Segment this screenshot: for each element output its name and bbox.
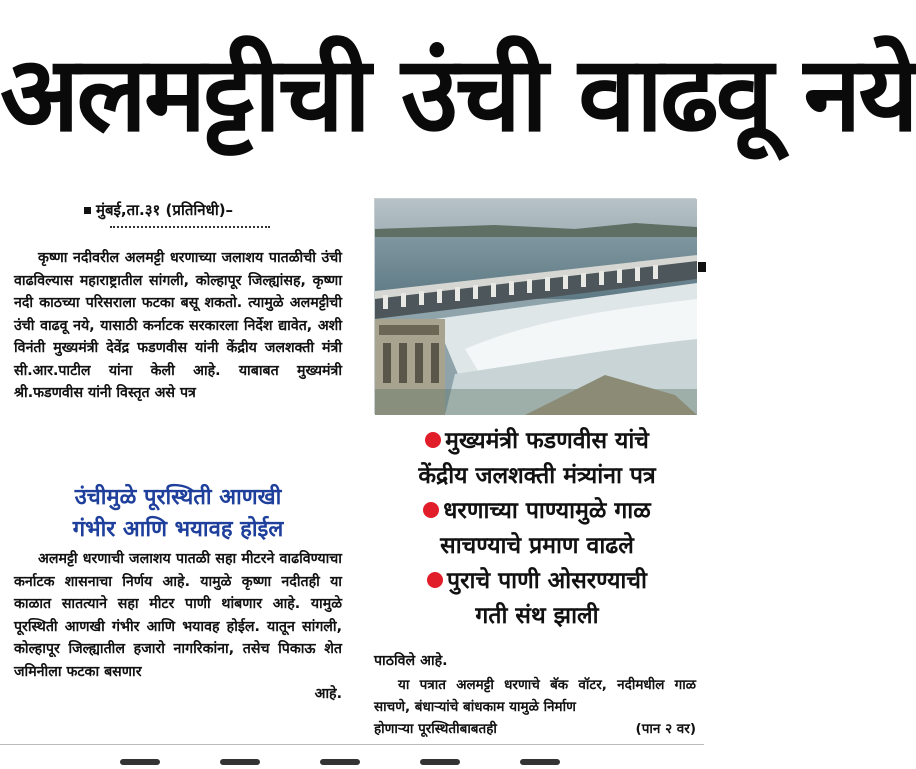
article-paragraph-2: [14, 548, 342, 706]
article-paragraph-2-end: आहे.: [314, 686, 342, 702]
article-paragraph-3-start: पाठविले आहे.: [374, 653, 448, 669]
article-paragraph-1: कृष्णा नदीवरील अलमट्टी धरणाच्या जलाशय पातळीची उंची वाढविल्यास महाराष्ट्रातील सांगली, कोल्हापूर जिल्ह्यांसह, कृष्णा नदी काठच्या परिसराला फटका बसू शकतो. त्यामुळे अलमट्टीची उंची वाढवू नये, यासाठी कर्नाटक सरकारला निर्देश द्यावेत, अशी विनंती मुख्यमंत्री देवेंद्र फडणवीस यांनी केंद्रीय जलशक्ती मंत्री सी.आर.पाटील यांना केली आहे. याबाबत मुख्यमंत्री श्री.फडणवीस यांनी विस्तृत असे पत्र: [14, 250, 342, 401]
square-bullet-icon: [84, 207, 91, 214]
highlight-item: मुख्यमंत्री फडणवीस यांचे केंद्रीय जलशक्ती मंत्र्यांना पत्र: [418, 428, 656, 489]
highlights-list: [374, 424, 700, 634]
dam-photo-illustration: [375, 199, 697, 415]
subheading-line-1: उंचीमुळे पूरस्थिती आणखी: [74, 485, 282, 510]
article-paragraph-2-text: अलमट्टी धरणाची जलाशय पातळी सहा मीटरने वाढविण्याचा कर्नाटक शासनाचा निर्णय आहे. यामुळे कृष्णा नदीतही या काळात सातत्याने सहा मीटर पाणी थांबणार आहे. यामुळे पूरस्थिती आणखी गंभीर आणि भयावह होईल. यातून सांगली, कोल्हापूर जिल्ह्यातील हजारो नागरिकांना, तसेच पिकाऊ शेत जमिनीला फटका बसणार: [14, 551, 342, 680]
red-bullet-icon: [425, 432, 441, 448]
dam-photo: [374, 198, 696, 414]
continued-on-page-link[interactable]: (पान २ वर): [635, 721, 696, 737]
article-paragraph-3-text: या पत्रात अलमट्टी धरणाचे बॅक वॉटर, नदीमधील गाळ साचणे, बंधाऱ्यांचे बांधकाम यामुळे निर्माण: [374, 677, 696, 715]
red-bullet-icon: [423, 502, 439, 518]
dateline-text: मुंबई,ता.३१ (प्रतिनिधी)–: [96, 201, 234, 219]
article-paragraph-3-last-line: [374, 718, 696, 740]
red-bullet-icon: [427, 572, 443, 588]
next-article-strip: [120, 750, 680, 760]
article-paragraph-3: [374, 674, 696, 740]
dateline: [84, 200, 354, 220]
dotted-divider: [110, 226, 270, 228]
highlight-item: पुराचे पाणी ओसरण्याची गती संथ झाली: [374, 564, 700, 634]
bottom-divider: [0, 744, 704, 745]
article-paragraph-3-last-text: होणाऱ्या पूरस्थितीबाबतही: [374, 721, 497, 737]
edge-mark: [698, 262, 706, 272]
subheading: [14, 482, 342, 546]
headline: अलमट्टीची उंची वाढवू नये: [0, 33, 916, 155]
highlight-item: धरणाच्या पाण्यामुळे गाळ साचण्याचे प्रमाण वाढले: [374, 494, 700, 564]
subheading-line-2: गंभीर आणि भयावह होईल: [72, 517, 284, 542]
